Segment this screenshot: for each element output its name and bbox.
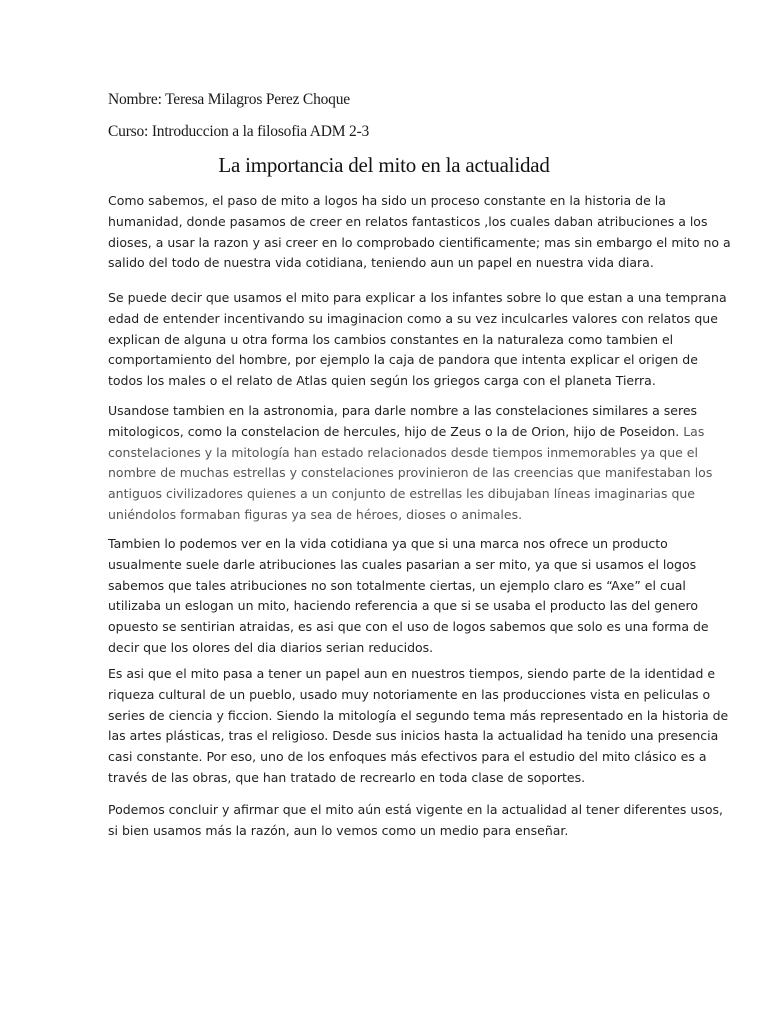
paragraph-line: explican de alguna u otra forma los cambios constantes en la naturaleza como tambien el: [108, 331, 674, 347]
paragraph-5: [108, 664, 729, 789]
paragraph-line: series de ciencia y ficcion. Siendo la mitología el segundo tema más representado en la historia de: [108, 707, 729, 723]
paragraph-line: Podemos concluir y afirmar que el mito aún está vigente en la actualidad al tener diferentes usos,: [108, 802, 723, 817]
paragraph-6: [108, 800, 723, 842]
paragraph-line: si bien usamos más la razón, aun lo vemos como un medio para enseñar.: [108, 822, 569, 838]
paragraph-line: dioses, a usar la razon y asi creer en lo comprobado cientificamente; mas sin embargo el mito no a: [108, 234, 731, 250]
paragraph-2: [108, 288, 727, 392]
paragraph-line: edad de entender incentivando su imaginacion como a su vez inculcarles valores con relatos que: [108, 310, 718, 326]
paragraph-line: riqueza cultural de un pueblo, usado muy notoriamente en las producciones vista en peliculas o: [108, 686, 711, 702]
paragraph-line: Como sabemos, el paso de mito a logos ha sido un proceso constante en la historia de la: [108, 193, 666, 208]
paragraph-4: [108, 534, 709, 659]
paragraph-line: todos los males o el relato de Atlas quien según los griegos carga con el planeta Tierra.: [108, 373, 656, 389]
paragraph-line: sabemos que tales atribuciones no son totalmente ciertas, un ejemplo claro es “Axe” el cual: [108, 577, 686, 593]
paragraph-line: Usandose tambien en la astronomia, para darle nombre a las constelaciones similares a seres: [108, 403, 698, 418]
paragraph-line: usualmente suele darle atribuciones las cuales pasarian a ser mito, ya que si usamos el logos: [108, 556, 697, 572]
paragraph-line: Tambien lo podemos ver en la vida cotidiana ya que si una marca nos ofrece un producto: [108, 536, 668, 551]
paragraph-line: opuesto se sentirian atraidas, es asi que con el uso de logos sabemos que solo es una forma de: [108, 619, 709, 635]
course-name: Curso: Introduccion a la filosofia ADM 2-3: [108, 123, 370, 140]
paragraph-line: nombre de muchas estrellas y constelaciones provinieron de las creencias que manifestaban los: [108, 465, 713, 481]
paragraph-line: utilizaba un eslogan un mito, haciendo referencia a que si se usaba el producto las del genero: [108, 598, 699, 614]
paragraph-line-tail: Las: [679, 423, 705, 439]
paragraph-line: casi constante. Por eso, uno de los enfoques más efectivos para el estudio del mito clásico es a: [108, 749, 707, 765]
student-name: Nombre: Teresa Milagros Perez Choque: [108, 91, 350, 108]
paragraph-line: través de las obras, que han tratado de recrearlo en toda clase de soportes.: [108, 769, 586, 785]
paragraph-line: antiguos civilizadores quienes a un conjunto de estrellas les dibujaban líneas imaginarias que: [108, 486, 695, 502]
paragraph-line: constelaciones y la mitología han estado relacionados desde tiempos inmemorables ya que el: [108, 444, 698, 460]
paragraph-line: humanidad, donde pasamos de creer en relatos fantasticos ,los cuales daban atribuciones a los: [108, 213, 708, 229]
paragraph-line: Se puede decir que usamos el mito para explicar a los infantes sobre lo que estan a una temprana: [108, 290, 727, 305]
paragraph-1: [108, 191, 731, 274]
paragraph-line: uniéndolos formaban figuras ya sea de héroes, dioses o animales.: [108, 506, 523, 522]
document-title: La importancia del mito en la actualidad: [218, 153, 550, 177]
paragraph-line: comportamiento del hombre, por ejemplo la caja de pandora que intenta explicar el origen de: [108, 352, 698, 368]
paragraph-line-text: mitologicos, como la constelacion de hercules, hijo de Zeus o la de Orion, hijo de Poseidon.: [108, 423, 680, 439]
paragraph-line: [108, 422, 705, 443]
paragraph-line: decir que los olores del dia diarios serian reducidos.: [108, 639, 434, 655]
paragraph-line: Es asi que el mito pasa a tener un papel aun en nuestros tiempos, siendo parte de la identidad e: [108, 666, 716, 681]
paragraph-line: las artes plásticas, tras el religioso. Desde sus inicios hasta la actualidad ha tenido una presencia: [108, 728, 719, 744]
paragraph-3: [108, 401, 713, 526]
paragraph-line: salido del todo de nuestra vida cotidiana, teniendo aun un papel en nuestra vida diara.: [108, 255, 654, 271]
